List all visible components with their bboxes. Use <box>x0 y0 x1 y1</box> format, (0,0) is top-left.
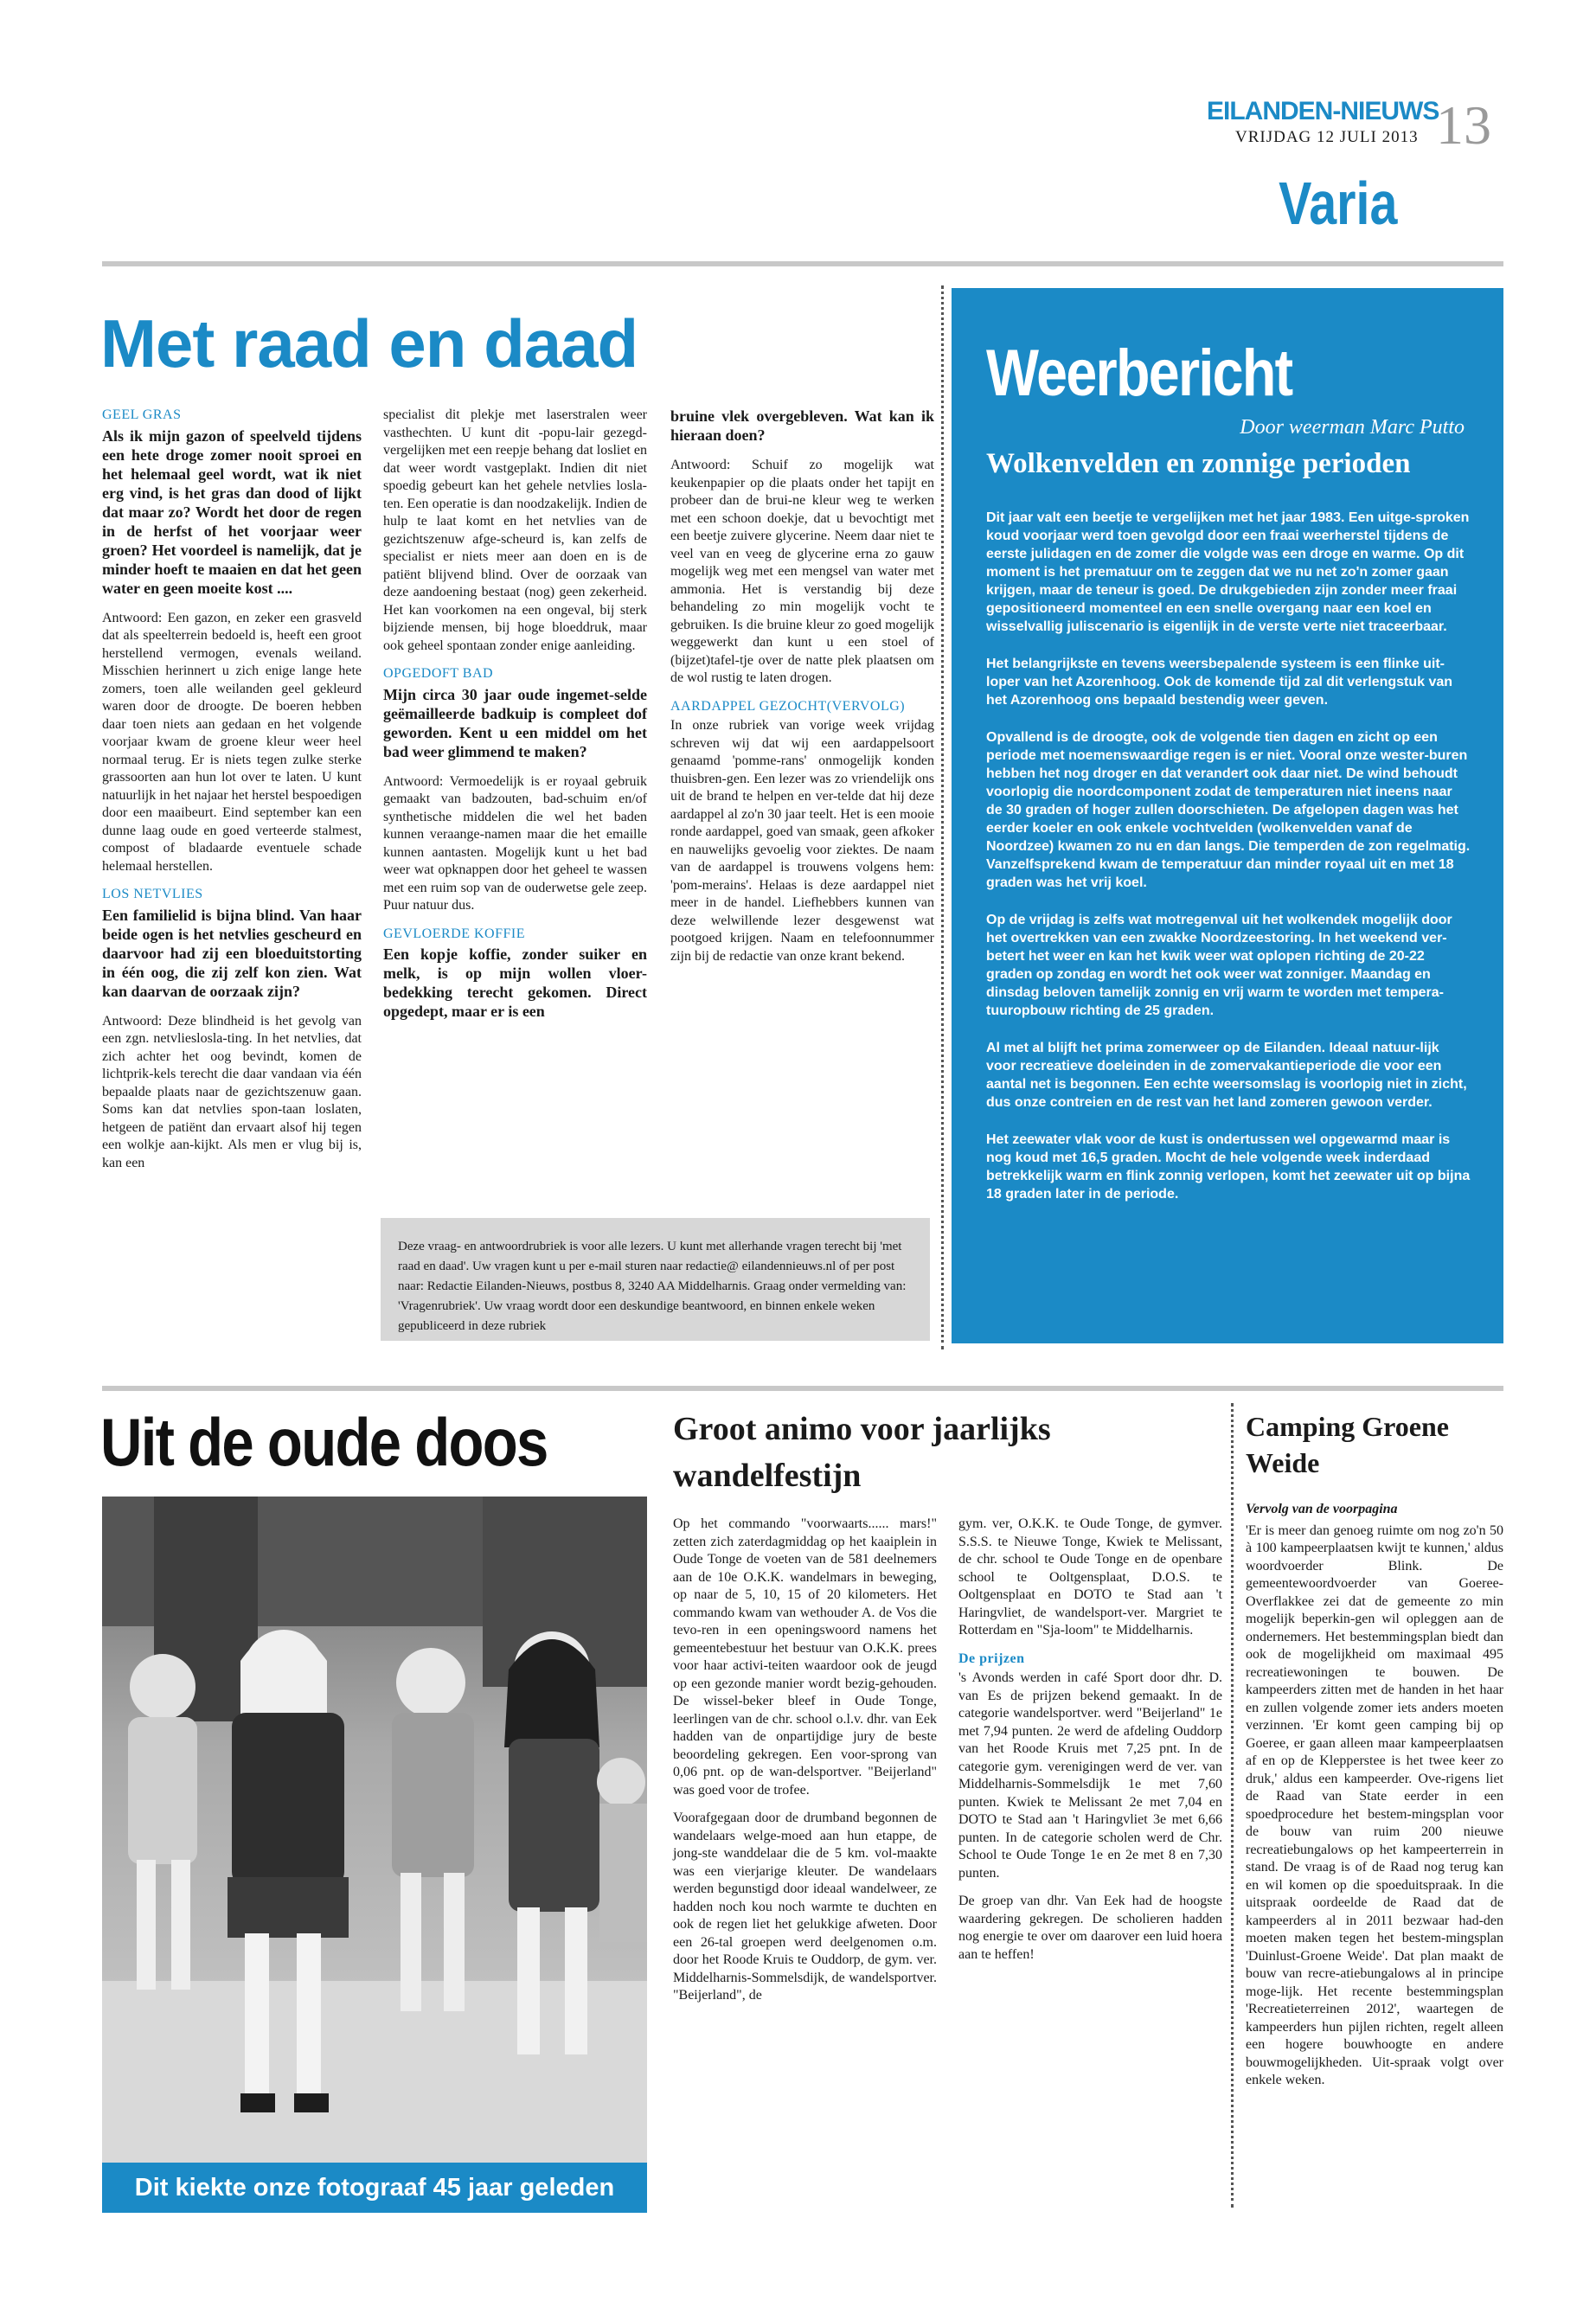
historic-photo <box>102 1497 647 2213</box>
answer-geel-gras: Antwoord: Een gazon, en zeker een grasveld dat als speelterrein bedoeld is, heeft een groot herstellend vermogen, evenals weiland. Misschien herinnert u zich enige lange hete zomers, toen alle weilanden geel gekleurd waren door de droogte. De boeren hebben daar toen niets aan gedaan en het volgende voorjaar kwam de groene kleur weer heel normaal terug. Er is niets tegen zulke sterke grassoorten aan hun lot over te laten. U kunt natuurlijk in het najaar het herstel bespoedigen door een maaibeurt. Eind september kan een dunne laag oude en goed verteerde stalmest, compost of bladaarde eventuele schade helemaal herstellen. <box>102 610 362 874</box>
wandel-paragraph: De groep van dhr. Van Eek had de hoogste waardering gekregen. De scholieren hadden nog energie te over om daarover een luid hoera aan te heffen! <box>958 1894 1222 1962</box>
weer-paragraph: Het zeewater vlak voor de kust is ondertussen wel opgewarmd maar is nog koud met 16,5 graden. Mocht de hele volgende week inderdaad betrekkelijk warm en flink zonnig verlopen, komt het zeewater uit op bijna 18 graden later in de periode. <box>986 1132 1471 1202</box>
answer-gevloerde-koffie: Antwoord: Schuif zo mogelijk wat keukenpapier op die plaats onder het tapijt en probeer dan de brui-ne kleur weg te werken met een schoon doekje, dat u bevochtigt met een beetje zuivere glycerine. Neem daar niet te veel van en veeg de glycerine erna zo gauw mogelijk weg met een mengsel van water met ammonia. Het is verstandig bij deze behandeling zo min mogelijk vocht te gebruiken. Is die bruine kleur zo goed mogelijk weggewerkt dan kunt u een stoel of (bijzet)tafel-tje over de natte plek plaatsen om de wol rustig te laten drogen. <box>670 458 934 685</box>
weer-subtitle: Wolkenvelden en zonnige perioden <box>986 448 1411 479</box>
camping-title: Camping Groene Weide <box>1246 1411 1449 1478</box>
kicker-los-netvlies: LOS NETVLIES <box>102 887 203 901</box>
answer-los-netvlies-cont: specialist dit plekje met laserstralen weer vasthechten. U kunt dit -popu-lair gezegd- vergelijken met een reepje behang dat losliet en dat weer wordt vastgeplakt. Indien dit niet spoedig gebeurt kan het gehele netvlies losla-ten. Een operatie is dan noodzakelijk. Indien de hulp te laat komt en het netvlies van de gezichtszenuw afge-scheurd is, kan zelfs de specialist er niets meer aan doen en is de patiënt blijvend blind. Over de oorzaak van deze aandoening bestaat (nog) geen zekerheid. Het kan voorkomen na een ongeval, bij sterk bijziende mensen, bij hoge bloeddruk, maar ook geheel spontaan zonder enige aanleiding. <box>383 407 647 653</box>
photo-caption: Dit kiekte onze fotograaf 45 jaar geleden <box>102 2163 647 2213</box>
weer-byline: Door weerman Marc Putto <box>1240 416 1465 439</box>
raad-column-1 <box>102 407 362 1183</box>
kicker-geel-gras: GEEL GRAS <box>102 407 182 422</box>
question-opgedoft-bad: Mijn circa 30 jaar oude ingemet-selde geëmailleerde badkuip is compleet dof geworden. Kent u een middel om het bad weer glimmend te maken? <box>383 685 647 760</box>
wandel-paragraph: Op het commando "voorwaarts...... mars!" zetten zich zaterdagmiddag op het kaaiplein in Oude Tonge de voeten van de 581 deelnemers aan de 10e O.K.K. wandelmars in beweging, op naar de 5, 10, 15 of 20 kilometers. Het commando kwam van wethouder A. de Vos die tevo-ren in een openingswoord namens het gemeentebestuur het bestuur van O.K.K. prees voor haar activi-teiten waardoor ook de jeugd op een gezonde manier wordt bezig-gehouden. De wissel-beker bleef in Oude Tonge, leerlingen van de chr. school o.l.v. dhr. van Eek hadden van de onpartijdige jury de beste beoordeling gekregen. Een voor-sprong van 0,06 pnt. op de wan-delsportver. "Beijerland" was goed voor de trofee. <box>673 1516 937 1798</box>
historic-photo-image <box>102 1497 647 2213</box>
raad-column-3 <box>670 407 934 976</box>
weer-paragraph: Opvallend is de droogte, ook de volgende tien dagen en zicht op een periode met noemenswaardige regen is er niet. Vooral onze wester-buren hebben het nog droger en dat verandert ook daar niet. De wind behoudt voorlopig die noordcomponent zodat de temperaturen niet ineens naar de 30 graden of hoger zullen doorschieten. De afgelopen dagen was het eerder koeler en ook enkele vochtvelden (wolkenvelden vanaf de Noordzee) kwamen zo nu en dan langs. Die temperden de zon regelmatig. Vanzelfsprekend kwam de temperatuur dan minder royaal uit en met 18 graden was het vrij koel. <box>986 730 1471 890</box>
camping-body: 'Er is meer dan genoeg ruimte om nog zo'n 50 à 100 kampeerplaatsen kwijt te kunnen,' aldus woordvoerder Blink. De gemeentewoordvoerder van Goeree-Overflakkee zei dat de gemeente zo min mogelijk beperkin-gen wil opleggen aan de ondernemers. Het bestemmingsplan biedt dan ook de mogelijkheid om maximaal 495 recreatiewoningen te bouwen. De kampeerders zitten met de handen in het haar en zullen volgende zomer iets anders moeten verzinnen. 'Er komt geen camping bij op Goeree, er gaan alleen maar kampeerplaatsen af en op de Klepperstee is het twee keer zo druk,' aldus een kampeerder. Ove-rigens liet de Raad van State eerder in een spoedprocedure het bestem-mingsplan voor de bouw van ruim 200 nieuwe recreatiebungalows op het kampeerterrein in stand. De vraag is of de Raad nog terug kan en wil komen op die spoeduitspraak. In die uitspraak oordeelde de Raad dat de kampeerders al in 2011 bezwaar had-den moeten maken tegen het bestem-mingsplan 'Duinlust-Groene Weide'. Dat plan maakt de bouw van recre-atiebungalows al in principe moge-lijk. Het recente bestemmingsplan 'Recreatieterreinen 2012', waartegen de kampeerders hun pijlen richten, regelt alleen een hogere bouwhoogte en andere bouwmogelijkheden. Uit-spraak volgt over enkele weken. <box>1246 1522 1503 2087</box>
raad-column-2 <box>383 407 647 1033</box>
weer-paragraph: Op de vrijdag is zelfs wat motregenval uit het wolkendek mogelijk door het overtrekken van een zwakke Noordzeestoring. In het weekend ver-betert het weer en kan het kwik weer wat oplopen richting de 20-22 graden op zondag en wordt het ook weer wat zonniger. Maandag en dinsdag beloven tamelijk zonnig en vrij warm te worden met tempera-tuuropbouw richting de 25 graden. <box>986 913 1452 1018</box>
wandel-column-1 <box>673 1516 937 2016</box>
middle-rule <box>102 1386 1503 1391</box>
weer-paragraph: Dit jaar valt een beetje te vergelijken met het jaar 1983. Een uitge-sproken koud voorjaar werd toen gevolgd door een fraai weerherstel tijdens de eerste julidagen en de zomer die volgde was een droge en warme. Op dit moment is het prematuur om te zeggen dat we nu net zo'n zomer gaan krijgen, maar de teneur is goed. De drukgebieden zijn zonder meer fraai gepositioneerd momenteel en een snelle overgang naar een koel en wisselvallig juliscenario is eigenlijk in de verste verte niet traceerbaar. <box>986 510 1470 634</box>
camping-kicker: Vervolg van de voorpagina <box>1246 1502 1398 1516</box>
masthead-logo: EILANDEN-NIEUWS <box>1207 97 1439 125</box>
weer-paragraph: Al met al blijft het prima zomerweer op de Eilanden. Ideaal natuur-lijk voor recreatieve doeleinden in de zomervakantieperiode die voor een aantal net is begonnen. Een echte weersomslag is voorlopig niet in zicht, dus onze contreien en de rest van het land zomeren gewoon verder. <box>986 1041 1467 1110</box>
wandel-title: Groot animo voor jaarlijks wandelfestijn <box>673 1411 1051 1494</box>
column-divider <box>941 285 944 1349</box>
wandel-paragraph: 's Avonds werden in café Sport door dhr. D. van Es de prijzen bekend gemaakt. In de categorie wandelsportver. werd "Beijerland" 1e met 7,94 punten. 2e werd de afdeling Ouddorp van het Roode Kruis met 7,25 pnt. In de categorie gym. verenigingen werd de ver. van Middelharnis-Sommelsdijk 1e met 7,60 punten. Kwiek te Melissant 2e met 7,04 en DOTO te Stad aan 't Haringvliet 3e met 6,66 punten. In de categorie scholen werd de Chr. School te Oude Tonge 1e en 2e met 8 en 7,30 punten. <box>958 1670 1222 1881</box>
wandel-column-2 <box>958 1516 1222 1974</box>
answer-aardappel: In onze rubriek van vorige week vrijdag schreven wij dat wij een aardappelsoort genaamd 'pomme-rans' onmogelijk konden thuisbren-gen. Een lezer was zo vriendelijk ons uit de brand te helpen en ver-telde dat hij deze aardappel al zo'n 30 jaar teelt. Het is een mooie ronde aardappel, goed van smaak, geen afkoker en nauwelijks gevoelig voor ziektes. De naam van de aardappel is trouwens volgens hem: 'pom-merains'. Helaas is deze aardappel niet meer in de handel. Liefhebbers kunnen van deze welwillende lezer desgewenst wat pootgoed krijgen. Naam en telefoonnummer zijn bij de redactie van onze krant bekend. <box>670 718 934 964</box>
weer-paragraph: Het belangrijkste en tevens weersbepalende systeem is een flinke uit-loper van het Azorenhoog. Ook de komende tijd zal dit verlengstuk van het Azorenhoog ons bepaald bestendig weer geven. <box>986 657 1453 708</box>
question-geel-gras: Als ik mijn gazon of speelveld tijdens een hete droge zomer nooit sproei en het helemaal geel wordt, wat ik niet erg vind, is het gras dan dood of lijkt dat maar zo? Wordt het door de regen in de herfst of het voorjaar weer groen? Het voordeel is namelijk, dat je minder hoeft te maaien en dat het geen water en geen moeite kost .... <box>102 426 362 597</box>
question-los-netvlies: Een familielid is bijna blind. Van haar beide ogen is het netvlies gescheurd en daarvoor had zij een bloeduitstorting in één oog, die zij zelf kon zien. Wat kan daarvan de oorzaak zijn? <box>102 906 362 1000</box>
page-number: 13 <box>1436 94 1491 156</box>
answer-opgedoft-bad: Antwoord: Vermoedelijk is er royaal gebruik gemaakt van badzouten, bad-schuim en/of synthetische middelen die wel het baden kunnen veraange-namen maar die het emaille kunnen aantasten. Mogelijk kunt u het bad weer wat opknappen door het geheel te wassen met een ruim sop van de ouderwetse gele zeep. Puur natuur dus. <box>383 773 647 913</box>
question-gevloerde-koffie-cont: bruine vlek overgebleven. Wat kan ik hieraan doen? <box>670 407 934 444</box>
wandel-paragraph: Voorafgegaan door de drumband begonnen de wandelaars welge-moed aan hun etappe, de jong-ste wanddelaar die de 5 km. vol-maakte was een vierjarige kleuter. De wandelaars werden begunstigd door ideaal wandelweer, ze hadden noch kou noch warmte te duchten en ook de regen liet het gelukkige afweten. Door een 26-tal groepen werd deelgenomen o.m. door het Roode Kruis te Ouddorp, de gym. ver. Middelharnis-Sommelsdijk, de wandelsportver. "Beijerland", de <box>673 1811 937 2003</box>
camping-column <box>1246 1501 1503 2100</box>
weer-title: Weerbericht <box>986 336 1292 410</box>
doos-title: Uit de oude doos <box>100 1404 548 1480</box>
kicker-opgedoft-bad: OPGEDOFT BAD <box>383 666 494 681</box>
answer-los-netvlies: Antwoord: Deze blindheid is het gevolg van een zgn. netvlieslosla-ting. In het netvlies, dat zich achter het oog bevindt, komen de lichtprik-kels terecht die daar vandaan via één bepaalde plaats naar de gezichtszenuw gaan. Soms kan dat netvlies spon-taan loslaten, hetgeen de patiënt dan ervaart alsof hij tegen een wolkje aan-kijkt. Als men er vlug bij is, kan een <box>102 1013 362 1170</box>
kicker-gevloerde-koffie: GEVLOERDE KOFFIE <box>383 926 525 941</box>
rubriek-note: Deze vraag- en antwoordrubriek is voor alle lezers. U kunt met allerhande vragen terecht bij 'met raad en daad'. Uw vragen kunt u per e-mail sturen naar redactie@ eilandennieuws.nl of per post naar: Redactie Eilanden-Nieuws, postbus 8, 3240 AA Middelharnis. Graag onder vermelding van: 'Vragenrubriek'. Uw vraag wordt door een deskundige beantwoord, en binnen enkele weken gepubliceerd in deze rubriek <box>381 1218 930 1341</box>
raad-title: Met raad en daad <box>100 305 638 381</box>
top-rule <box>102 261 1503 266</box>
kicker-prijzen: De prijzen <box>958 1650 1025 1666</box>
weer-body <box>986 509 1471 1222</box>
dateline: VRIJDAG 12 JULI 2013 <box>1235 128 1419 146</box>
wandel-paragraph: gym. ver, O.K.K. te Oude Tonge, de gymver. S.S.S. te Nieuwe Tonge, Kwiek te Melissant, de chr. school te Oude Tonge en de openbare school te Ooltgensplaat, D.O.S. te Ooltgensplaat en DOTO te Stad aan 't Haringvliet, de wandelsport-ver. Margriet te Rotterdam en "Sja-loom" te Middelharnis. <box>958 1516 1222 1638</box>
camping-divider <box>1231 1403 1234 2208</box>
question-gevloerde-koffie: Een kopje koffie, zonder suiker en melk, is op mijn wollen vloer-bedekking terecht gekomen. Direct opgedept, maar er is een <box>383 945 647 1020</box>
kicker-aardappel: AARDAPPEL GEZOCHT(VERVOLG) <box>670 698 906 714</box>
section-title: Varia <box>1278 170 1397 237</box>
weerbericht-box <box>952 288 1503 1343</box>
